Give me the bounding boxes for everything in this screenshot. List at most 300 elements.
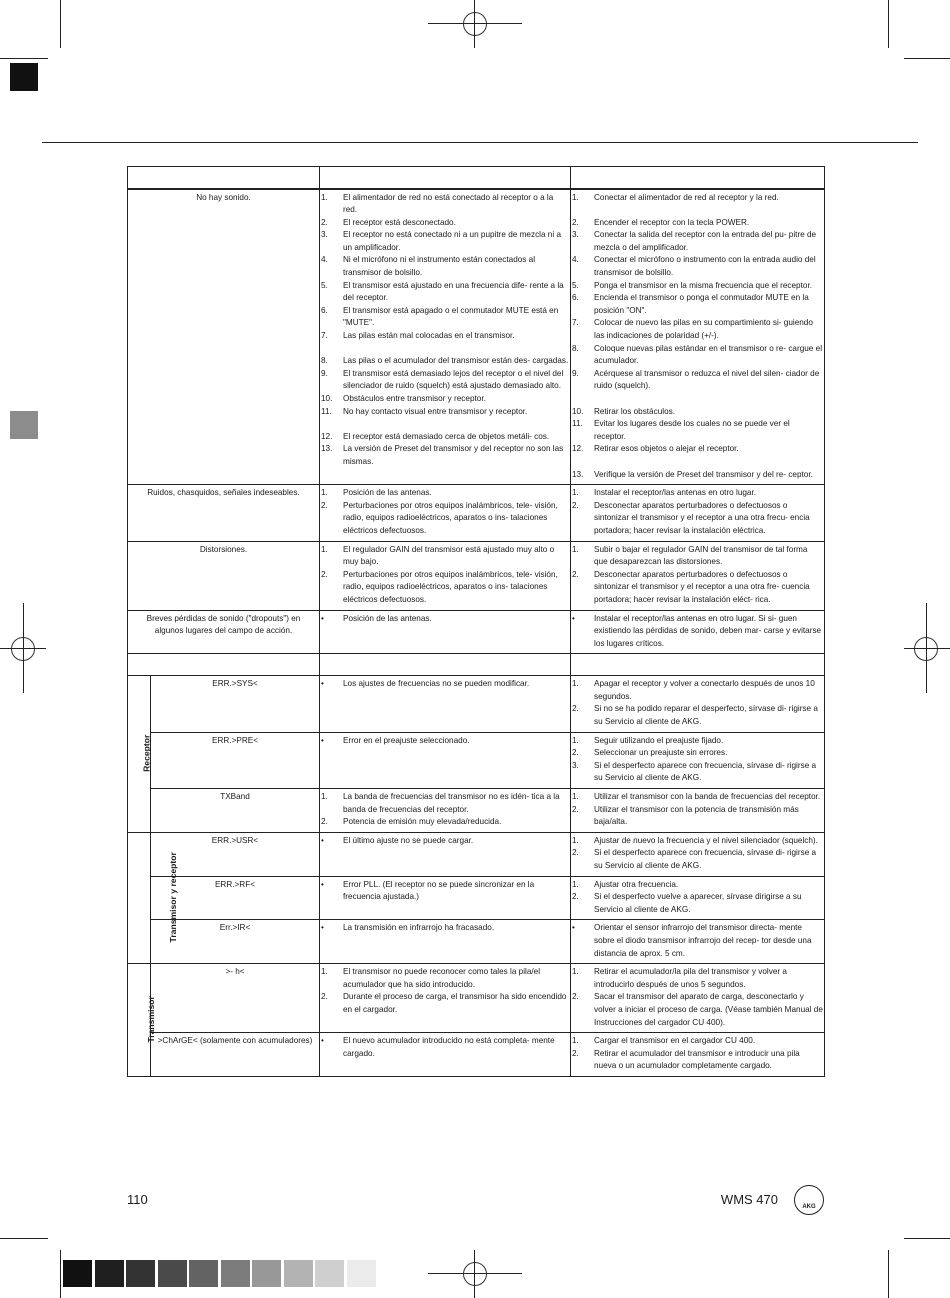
- item-text: Ajustar de nuevo la frecuencia y el nivel silenciador (squelch).: [594, 835, 818, 845]
- item-list: [321, 613, 569, 626]
- list-item: [321, 678, 569, 691]
- remedy-cell: [571, 1033, 825, 1077]
- item-number: 1.: [321, 792, 328, 802]
- list-item: [572, 735, 823, 748]
- list-item: [321, 217, 569, 230]
- item-list: [572, 192, 823, 482]
- gray-swatch: [315, 1260, 344, 1287]
- item-number: •: [321, 613, 324, 623]
- header-rule: [42, 142, 918, 143]
- item-text: Ajustar otra frecuencia.: [594, 879, 679, 889]
- spacer-cell: [320, 654, 571, 676]
- crop-mark: [904, 1238, 950, 1239]
- problem-cell: >- h<: [151, 964, 320, 1033]
- list-item: [572, 544, 823, 569]
- gray-swatch: [126, 1260, 155, 1287]
- item-text: Si el desperfecto aparece con frecuencia, sírvase di- rigirse a su Servicio al cliente de AKG.: [594, 760, 817, 783]
- item-list: [321, 678, 569, 691]
- table-row: [128, 676, 825, 732]
- cause-cell: [320, 964, 571, 1033]
- gray-swatch: [95, 1260, 124, 1287]
- item-text: Posición de las antenas.: [343, 613, 432, 623]
- item-number: 1.: [572, 835, 579, 845]
- list-item: [572, 891, 823, 916]
- item-number: 1.: [572, 1036, 579, 1046]
- list-item: [572, 192, 823, 205]
- problem-cell: ERR.>SYS<: [151, 676, 320, 732]
- item-text: Desconectar aparatos perturbadores o defectuosos o sintonizar el transmisor y el receptor a una otra fre- cuencia portadora; hacer revisar la instalación eléct- rica.: [594, 569, 810, 604]
- item-text: Ni el micrófono ni el instrumento están conectados al transmisor de bolsillo.: [343, 255, 536, 278]
- spacer-row: [128, 654, 825, 676]
- item-text: Retirar los obstáculos.: [594, 406, 675, 416]
- item-number: 1.: [572, 544, 579, 554]
- item-text: Subir o bajar el regulador GAIN del transmisor de tal forma que desaparezcan las distorsiones.: [594, 544, 808, 567]
- item-number: •: [321, 679, 324, 689]
- item-number: 4.: [572, 255, 579, 265]
- list-item: [572, 254, 823, 279]
- item-number: 1.: [321, 488, 328, 498]
- item-text: Orientar el sensor infrarrojo del transmisor directa- mente sobre el diodo transmisor infrarrojo del recep- tor desde una distancia de aprox. 5 cm.: [594, 923, 812, 958]
- list-item: [321, 229, 569, 254]
- item-number: 2.: [572, 748, 579, 758]
- spacer-cell: [128, 654, 320, 676]
- crop-mark: [904, 58, 950, 59]
- item-text: Conectar el micrófono o instrumento con la entrada audio del transmisor de bolsillo.: [594, 255, 816, 278]
- item-number: 7.: [321, 331, 328, 341]
- item-number: 2.: [572, 569, 579, 579]
- list-item: [572, 613, 823, 651]
- list-item: [321, 791, 569, 816]
- group-label-cell: [128, 676, 151, 833]
- item-number: 2.: [572, 1048, 579, 1058]
- item-text: Los ajustes de frecuencias no se pueden modificar.: [343, 679, 530, 689]
- item-number: 3.: [572, 760, 579, 770]
- item-text: Potencia de emisión muy elevada/reducida.: [343, 817, 502, 827]
- item-number: 2.: [572, 704, 579, 714]
- item-number: •: [321, 1036, 324, 1046]
- list-item: [321, 569, 569, 607]
- item-text: Instalar el receptor/las antenas en otro lugar.: [594, 488, 757, 498]
- item-number: 8.: [321, 356, 328, 366]
- item-text: Coloque nuevas pilas estándar en el transmisor o re- cargue el acumulador.: [594, 343, 823, 366]
- list-item: [572, 922, 823, 960]
- list-item: [321, 879, 569, 904]
- remedy-cell: [571, 789, 825, 833]
- remedy-cell: [571, 485, 825, 541]
- remedy-cell: [571, 732, 825, 788]
- list-item: [572, 229, 823, 254]
- remedy-cell: [571, 920, 825, 964]
- gray-swatch: [284, 1260, 313, 1287]
- item-text: Ponga el transmisor en la misma frecuencia que el receptor.: [594, 280, 812, 290]
- registration-mark-icon: [463, 1262, 487, 1286]
- item-number: •: [321, 835, 324, 845]
- item-number: 2.: [572, 804, 579, 814]
- item-list: [321, 1035, 569, 1060]
- list-item: [572, 879, 823, 892]
- list-item: [572, 443, 823, 456]
- gray-swatch: [189, 1260, 218, 1287]
- remedy-cell: [571, 676, 825, 732]
- grey-tab-block: [10, 411, 38, 439]
- list-item: [572, 966, 823, 991]
- table-row: [128, 610, 825, 654]
- item-list: [321, 791, 569, 829]
- problem-cell: No hay sonido.: [128, 189, 320, 485]
- remedy-cell: [571, 964, 825, 1033]
- registration-line: [474, 0, 475, 48]
- item-text: El transmisor está demasiado lejos del receptor o el nivel del silenciador de ruido (squelch) está ajustado demasiado alto.: [343, 368, 564, 391]
- registration-mark-icon: [463, 12, 487, 36]
- list-item: [321, 544, 569, 569]
- item-list: [572, 791, 823, 829]
- cause-cell: [320, 832, 571, 876]
- group-label: Receptor: [141, 734, 152, 773]
- list-item: [572, 1035, 823, 1048]
- remedy-cell: [571, 189, 825, 485]
- item-number: •: [321, 879, 324, 889]
- item-number: 3.: [572, 230, 579, 240]
- remedy-cell: [571, 610, 825, 654]
- list-item: [572, 280, 823, 293]
- list-item: [321, 431, 569, 444]
- item-list: [572, 1035, 823, 1073]
- list-item: [321, 192, 569, 217]
- item-list: [321, 735, 569, 748]
- item-text: Encender el receptor con la tecla POWER.: [594, 217, 750, 227]
- list-item: [572, 292, 823, 317]
- item-number: 5.: [321, 280, 328, 290]
- group-label: Transmisor: [145, 996, 156, 1043]
- item-text: El transmisor no puede reconocer como tales la pila/el acumulador que ha sido introducido.: [343, 967, 541, 989]
- table-row: [128, 732, 825, 788]
- gray-swatch: [347, 1260, 376, 1287]
- cause-cell: [320, 189, 571, 485]
- item-number: 4.: [321, 255, 328, 265]
- page-number: 110: [127, 1192, 148, 1207]
- item-number: 10.: [321, 394, 333, 403]
- item-number: 2.: [321, 217, 328, 227]
- item-text: La versión de Preset del transmisor y del receptor no son las mismas.: [343, 444, 564, 466]
- list-item: [572, 835, 823, 848]
- registration-line: [428, 23, 522, 24]
- item-text: Posición de las antenas.: [343, 488, 432, 498]
- item-text: El receptor está demasiado cerca de objetos metáli- cos.: [343, 431, 550, 441]
- gray-swatch: [221, 1260, 250, 1287]
- item-number: 6.: [321, 305, 328, 315]
- list-item: [321, 443, 569, 468]
- item-number: 8.: [572, 343, 579, 353]
- registration-line: [23, 603, 24, 693]
- registration-line: [428, 1273, 522, 1274]
- list-item: [572, 991, 823, 1029]
- header-cell-problem: [128, 167, 320, 189]
- item-number: 11.: [321, 406, 332, 416]
- item-text: Error PLL. (El receptor no se puede sincronizar en la frecuencia ajustada.): [343, 879, 535, 902]
- item-list: [572, 922, 823, 960]
- item-number: 2.: [572, 992, 579, 1002]
- list-item: [572, 500, 823, 538]
- item-number: 5.: [572, 280, 579, 290]
- item-number: 2.: [572, 892, 579, 902]
- item-number: •: [572, 923, 575, 933]
- model-name: WMS 470: [720, 1192, 778, 1207]
- gray-swatch: [63, 1260, 92, 1287]
- item-list: [321, 487, 569, 537]
- remedy-cell: [571, 832, 825, 876]
- item-number: 2.: [321, 817, 328, 827]
- item-text: El receptor está desconectado.: [343, 217, 456, 227]
- akg-logo-text: AKG: [802, 1204, 816, 1210]
- item-text: El último ajuste no se puede cargar.: [343, 835, 474, 845]
- list-item: [321, 280, 569, 305]
- item-text: La transmisión en infrarrojo ha fracasado.: [343, 923, 495, 933]
- item-text: Seleccionar un preajuste sin errores.: [594, 748, 728, 758]
- item-number: 1.: [321, 967, 328, 977]
- item-text: El transmisor está ajustado en una frecuencia dife- rente a la del receptor.: [343, 280, 564, 303]
- item-text: El receptor no está conectado ni a un pupitre de mezcla ni a un amplificador.: [343, 230, 562, 252]
- item-number: 1.: [572, 967, 579, 977]
- cause-cell: [320, 541, 571, 610]
- item-text: Acérquese al transmisor o reduzca el nivel del silen- ciador de ruido (squelch).: [594, 368, 820, 391]
- problem-cell: TXBand: [151, 789, 320, 833]
- item-number: 13.: [321, 444, 333, 454]
- list-item: [321, 991, 569, 1016]
- list-item: [321, 922, 569, 935]
- list-item: [321, 393, 569, 406]
- item-list: [572, 678, 823, 728]
- table-row: [128, 876, 825, 920]
- item-number: 9.: [321, 368, 328, 378]
- cause-cell: [320, 1033, 571, 1077]
- remedy-cell: [571, 541, 825, 610]
- item-number: 2.: [321, 500, 328, 510]
- item-number: 11.: [572, 419, 583, 429]
- list-item: [321, 254, 569, 279]
- list-item: [572, 1048, 823, 1073]
- group-label-cell: [128, 832, 178, 963]
- item-number: 7.: [572, 318, 579, 328]
- item-number: 2.: [572, 848, 579, 858]
- problem-cell: ERR.>USR<: [151, 832, 320, 876]
- problem-cell: Err.>IR<: [151, 920, 320, 964]
- item-list: [572, 613, 823, 651]
- list-item: [572, 747, 823, 760]
- list-item: [321, 500, 569, 538]
- item-text: Utilizar el transmisor con la banda de frecuencias del receptor.: [594, 792, 821, 802]
- item-list: [572, 544, 823, 607]
- cause-cell: [320, 876, 571, 920]
- item-number: 2.: [321, 569, 328, 579]
- item-number: 2.: [572, 217, 579, 227]
- list-item: [321, 613, 569, 626]
- cause-cell: [320, 485, 571, 541]
- item-list: [572, 966, 823, 1029]
- list-item: [321, 816, 569, 829]
- item-text: Evitar los lugares desde los cuales no se puede ver el receptor.: [594, 419, 790, 441]
- item-text: Instalar el receptor/las antenas en otro lugar. Si si- guen existiendo las pérdidas de sonido, deben mar- carse y evitarse los lugares críticos.: [594, 613, 822, 648]
- list-item: [572, 847, 823, 872]
- cause-cell: [320, 789, 571, 833]
- item-text: Colocar de nuevo las pilas en su compartimiento si- guiendo las indicaciones de polaridad (+/-).: [594, 318, 813, 341]
- item-text: Cargar el transmisor en el cargador CU 400.: [594, 1036, 756, 1046]
- item-text: Perturbaciones por otros equipos inalámbricos, tele- visión, radio, equipos radioeléctricos, aparatos o ins- talaciones eléctricos defectuosos.: [343, 500, 558, 535]
- list-item: [572, 804, 823, 829]
- problem-cell: Distorsiones.: [128, 541, 320, 610]
- item-list: [321, 544, 569, 607]
- list-item: [572, 317, 823, 342]
- item-number: 2.: [572, 500, 579, 510]
- item-number: 1.: [321, 544, 328, 554]
- item-list: [321, 922, 569, 935]
- item-text: Las pilas o el acumulador del transmisor están des- cargadas.: [343, 356, 569, 366]
- item-number: 12.: [321, 431, 333, 441]
- item-number: 9.: [572, 368, 579, 378]
- crop-mark: [888, 0, 889, 48]
- list-item: [572, 487, 823, 500]
- table-row: [128, 541, 825, 610]
- list-item: [572, 368, 823, 393]
- item-list: [572, 735, 823, 785]
- cause-cell: [320, 610, 571, 654]
- item-text: Si el desperfecto vuelve a aparecer, sírvase dirigirse a su Servicio al cliente de AKG.: [594, 892, 802, 914]
- list-item: [321, 305, 569, 330]
- item-list: [572, 487, 823, 537]
- header-cell-cause: [320, 167, 571, 189]
- table-row: [128, 189, 825, 485]
- akg-logo: [794, 1185, 824, 1215]
- list-item: [572, 406, 823, 419]
- item-text: No hay contacto visual entre transmisor y receptor.: [343, 406, 528, 416]
- item-list: [321, 966, 569, 1016]
- list-item: [572, 791, 823, 804]
- item-number: 1.: [572, 192, 579, 202]
- item-list: [572, 835, 823, 873]
- list-item: [321, 355, 569, 368]
- table-row: [128, 1033, 825, 1077]
- list-item: [321, 368, 569, 393]
- cause-cell: [320, 732, 571, 788]
- list-item: [572, 469, 823, 482]
- item-number: 1.: [572, 792, 579, 802]
- item-list: [321, 192, 569, 469]
- item-text: El nuevo acumulador introducido no está completa- mente cargado.: [343, 1036, 555, 1058]
- table-header-row: [128, 167, 825, 189]
- list-item: [572, 760, 823, 785]
- item-list: [321, 835, 569, 848]
- list-item: [572, 343, 823, 368]
- list-item: [321, 1035, 569, 1060]
- item-number: 1.: [572, 488, 579, 498]
- item-number: •: [572, 613, 575, 623]
- item-text: Obstáculos entre transmisor y receptor.: [343, 394, 486, 403]
- item-number: 2.: [321, 992, 328, 1002]
- item-text: Retirar esos objetos o alejar el receptor.: [594, 444, 739, 454]
- item-text: Conectar el alimentador de red al receptor y la red.: [594, 192, 779, 202]
- list-item: [572, 678, 823, 703]
- list-item: [321, 966, 569, 991]
- item-number: 6.: [572, 293, 579, 303]
- item-text: El alimentador de red no está conectado al receptor o a la red.: [343, 192, 554, 215]
- problem-cell: Ruidos, chasquidos, señales indeseables.: [128, 485, 320, 541]
- list-item: [572, 217, 823, 230]
- item-text: Desconectar aparatos perturbadores o defectuosos o sintonizar el transmisor y el receptor a una otra frecu- encia portadora; hacer revisar la instalación eléctrica.: [594, 500, 810, 535]
- item-number: 1.: [572, 679, 579, 689]
- item-text: Seguir utilizando el preajuste fijado.: [594, 735, 724, 745]
- header-cell-remedy: [571, 167, 825, 189]
- list-item: [321, 735, 569, 748]
- item-text: Las pilas están mal colocadas en el transmisor.: [343, 331, 515, 341]
- problem-cell: ERR.>PRE<: [151, 732, 320, 788]
- item-text: Apagar el receptor y volver a conectarlo después de unos 10 segundos.: [594, 679, 815, 701]
- item-text: Encienda el transmisor o ponga el conmutador MUTE en la posición "ON".: [594, 293, 809, 315]
- item-number: •: [321, 735, 324, 745]
- item-text: Verifique la versión de Preset del transmisor y del re- ceptor.: [594, 469, 813, 479]
- table-row: [128, 832, 825, 876]
- gray-swatch: [252, 1260, 281, 1287]
- item-text: Perturbaciones por otros equipos inalámbricos, tele- visión, radio, equipos radioeléctricos, aparatos o ins- talaciones eléctricos defectuosos.: [343, 569, 558, 604]
- group-label: Transmisor y receptor: [167, 852, 178, 943]
- list-item: [321, 487, 569, 500]
- crop-mark: [60, 0, 61, 48]
- item-number: 1.: [572, 879, 579, 889]
- item-text: Si no se ha podido reparar el desperfecto, sírvase di- rigirse a su Servicio al cliente de AKG.: [594, 704, 818, 727]
- item-number: 12.: [572, 444, 584, 454]
- item-text: Durante el proceso de carga, el transmisor ha sido encendido en el cargador.: [343, 992, 567, 1014]
- problem-cell: ERR.>RF<: [151, 876, 320, 920]
- registration-line: [474, 1250, 475, 1298]
- list-item: [572, 569, 823, 607]
- table-row: [128, 485, 825, 541]
- item-list: [572, 879, 823, 917]
- cause-cell: [320, 920, 571, 964]
- item-text: Retirar el acumulador/la pila del transmisor y volver a introducirlo después de unos 5 segundos.: [594, 967, 787, 989]
- table-row: [128, 964, 825, 1033]
- list-item: [321, 330, 569, 343]
- spacer-cell: [571, 654, 825, 676]
- item-text: Retirar el acumulador del transmisor e introducir una pila nueva o un acumulador completamente cargado.: [594, 1048, 800, 1071]
- troubleshooting-table: [127, 166, 825, 1077]
- item-text: El regulador GAIN del transmisor está ajustado muy alto o muy bajo.: [343, 544, 555, 567]
- crop-mark: [60, 1250, 61, 1298]
- item-text: Si el desperfecto aparece con frecuencia, sírvase di- rigirse a su Servicio al cliente de AKG.: [594, 848, 817, 870]
- item-text: Sacar el transmisor del aparato de carga, desconectarlo y volver a iniciar el proceso de carga. (Véase también Manual de Instrucciones del cargador CU 400).: [594, 992, 823, 1027]
- item-text: El transmisor está apagado o el conmutador MUTE está en "MUTE".: [343, 305, 559, 328]
- group-label-cell: [128, 964, 156, 1077]
- item-number: 3.: [321, 230, 328, 240]
- item-number: 10.: [572, 406, 584, 416]
- crop-mark: [888, 1250, 889, 1298]
- cause-cell: [320, 676, 571, 732]
- remedy-cell: [571, 876, 825, 920]
- item-text: Utilizar el transmisor con la potencia de transmisión más baja/alta.: [594, 804, 799, 827]
- item-list: [321, 879, 569, 904]
- list-item: [572, 703, 823, 728]
- registration-line: [926, 603, 927, 693]
- item-number: 13.: [572, 469, 584, 479]
- problem-cell: >ChArGE< (solamente con acumuladores): [151, 1033, 320, 1077]
- problem-cell: Breves pérdidas de sonido ("dropouts") en algunos lugares del campo de acción.: [128, 610, 320, 654]
- table-row: [128, 920, 825, 964]
- crop-mark: [0, 58, 48, 59]
- item-text: Error en el preajuste seleccionado.: [343, 735, 470, 745]
- black-tab-block: [10, 63, 38, 91]
- list-item: [321, 406, 569, 419]
- list-item: [572, 418, 823, 443]
- item-text: La banda de frecuencias del transmisor no es idén- tica a la banda de frecuencias del receptor.: [343, 792, 560, 814]
- item-text: Conectar la salida del receptor con la entrada del pu- pitre de mezcla o del amplificador.: [594, 230, 817, 252]
- registration-line: [904, 648, 950, 649]
